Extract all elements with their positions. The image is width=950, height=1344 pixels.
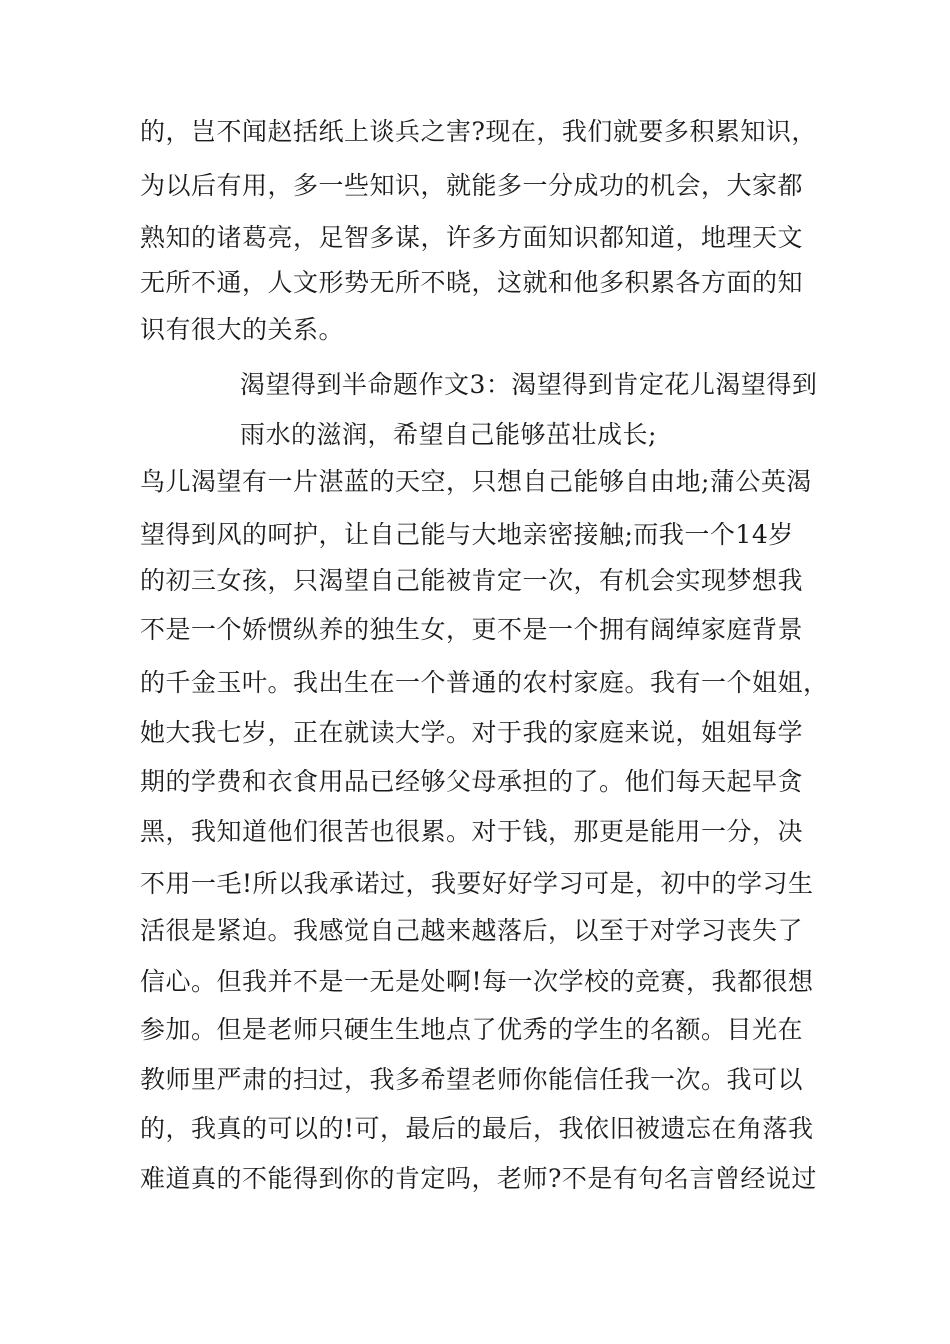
body-line: 熟知的诸葛亮，足智多谋，许多方面知识都知道，地理天文 (140, 223, 804, 252)
body-line: 难道真的不能得到你的肯定吗，老师?不是有句名言曾经说过 (140, 1164, 817, 1193)
body-line: 参加。但是老师只硬生生地点了优秀的学生的名额。目光在 (140, 1015, 804, 1044)
body-line: 的初三女孩，只渴望自己能被肯定一次，有机会实现梦想我 (140, 566, 804, 595)
body-line: 期的学费和衣食用品已经够父母承担的了。他们每天起早贪 (140, 767, 804, 796)
body-line: 不用一毛!所以我承诺过，我要好好学习可是，初中的学习生 (140, 869, 814, 898)
body-line: 为以后有用，多一些知识，就能多一分成功的机会，大家都 (140, 171, 804, 200)
body-line: 望得到风的呵护，让自己能与大地亲密接触;而我一个14岁 (140, 520, 794, 549)
body-line: 的千金玉叶。我出生在一个普通的农村家庭。我有一个姐姐， (140, 668, 829, 697)
body-line: 不是一个娇惯纵养的独生女，更不是一个拥有阔绰家庭背景 (140, 615, 804, 644)
body-line: 黑，我知道他们很苦也很累。对于钱，那更是能用一分，决 (140, 817, 804, 846)
body-line: 的，我真的可以的!可，最后的最后，我依旧被遗忘在角落我 (140, 1114, 814, 1143)
section-heading-line: 渴望得到半命题作文3：渴望得到肯定花儿渴望得到 (240, 370, 818, 399)
body-line: 的，岂不闻赵括纸上谈兵之害?现在，我们就要多积累知识， (140, 117, 817, 146)
body-line: 教师里严肃的扫过，我多希望老师你能信任我一次。我可以 (140, 1065, 804, 1094)
body-line: 鸟儿渴望有一片湛蓝的天空，只想自己能够自由地;蒲公英渴 (140, 467, 812, 496)
body-line: 信心。但我并不是一无是处啊!每一次学校的竞赛，我都很想 (140, 967, 814, 996)
body-line: 无所不通，人文形势无所不晓，这就和他多积累各方面的知 (140, 268, 804, 297)
section-heading-line: 雨水的滋润，希望自己能够茁壮成长; (240, 420, 657, 449)
body-line: 识有很大的关系。 (140, 315, 345, 344)
body-line: 活很是紧迫。我感觉自己越来越落后，以至于对学习丧失了 (140, 916, 804, 945)
body-line: 她大我七岁，正在就读大学。对于我的家庭来说，姐姐每学 (140, 718, 804, 747)
